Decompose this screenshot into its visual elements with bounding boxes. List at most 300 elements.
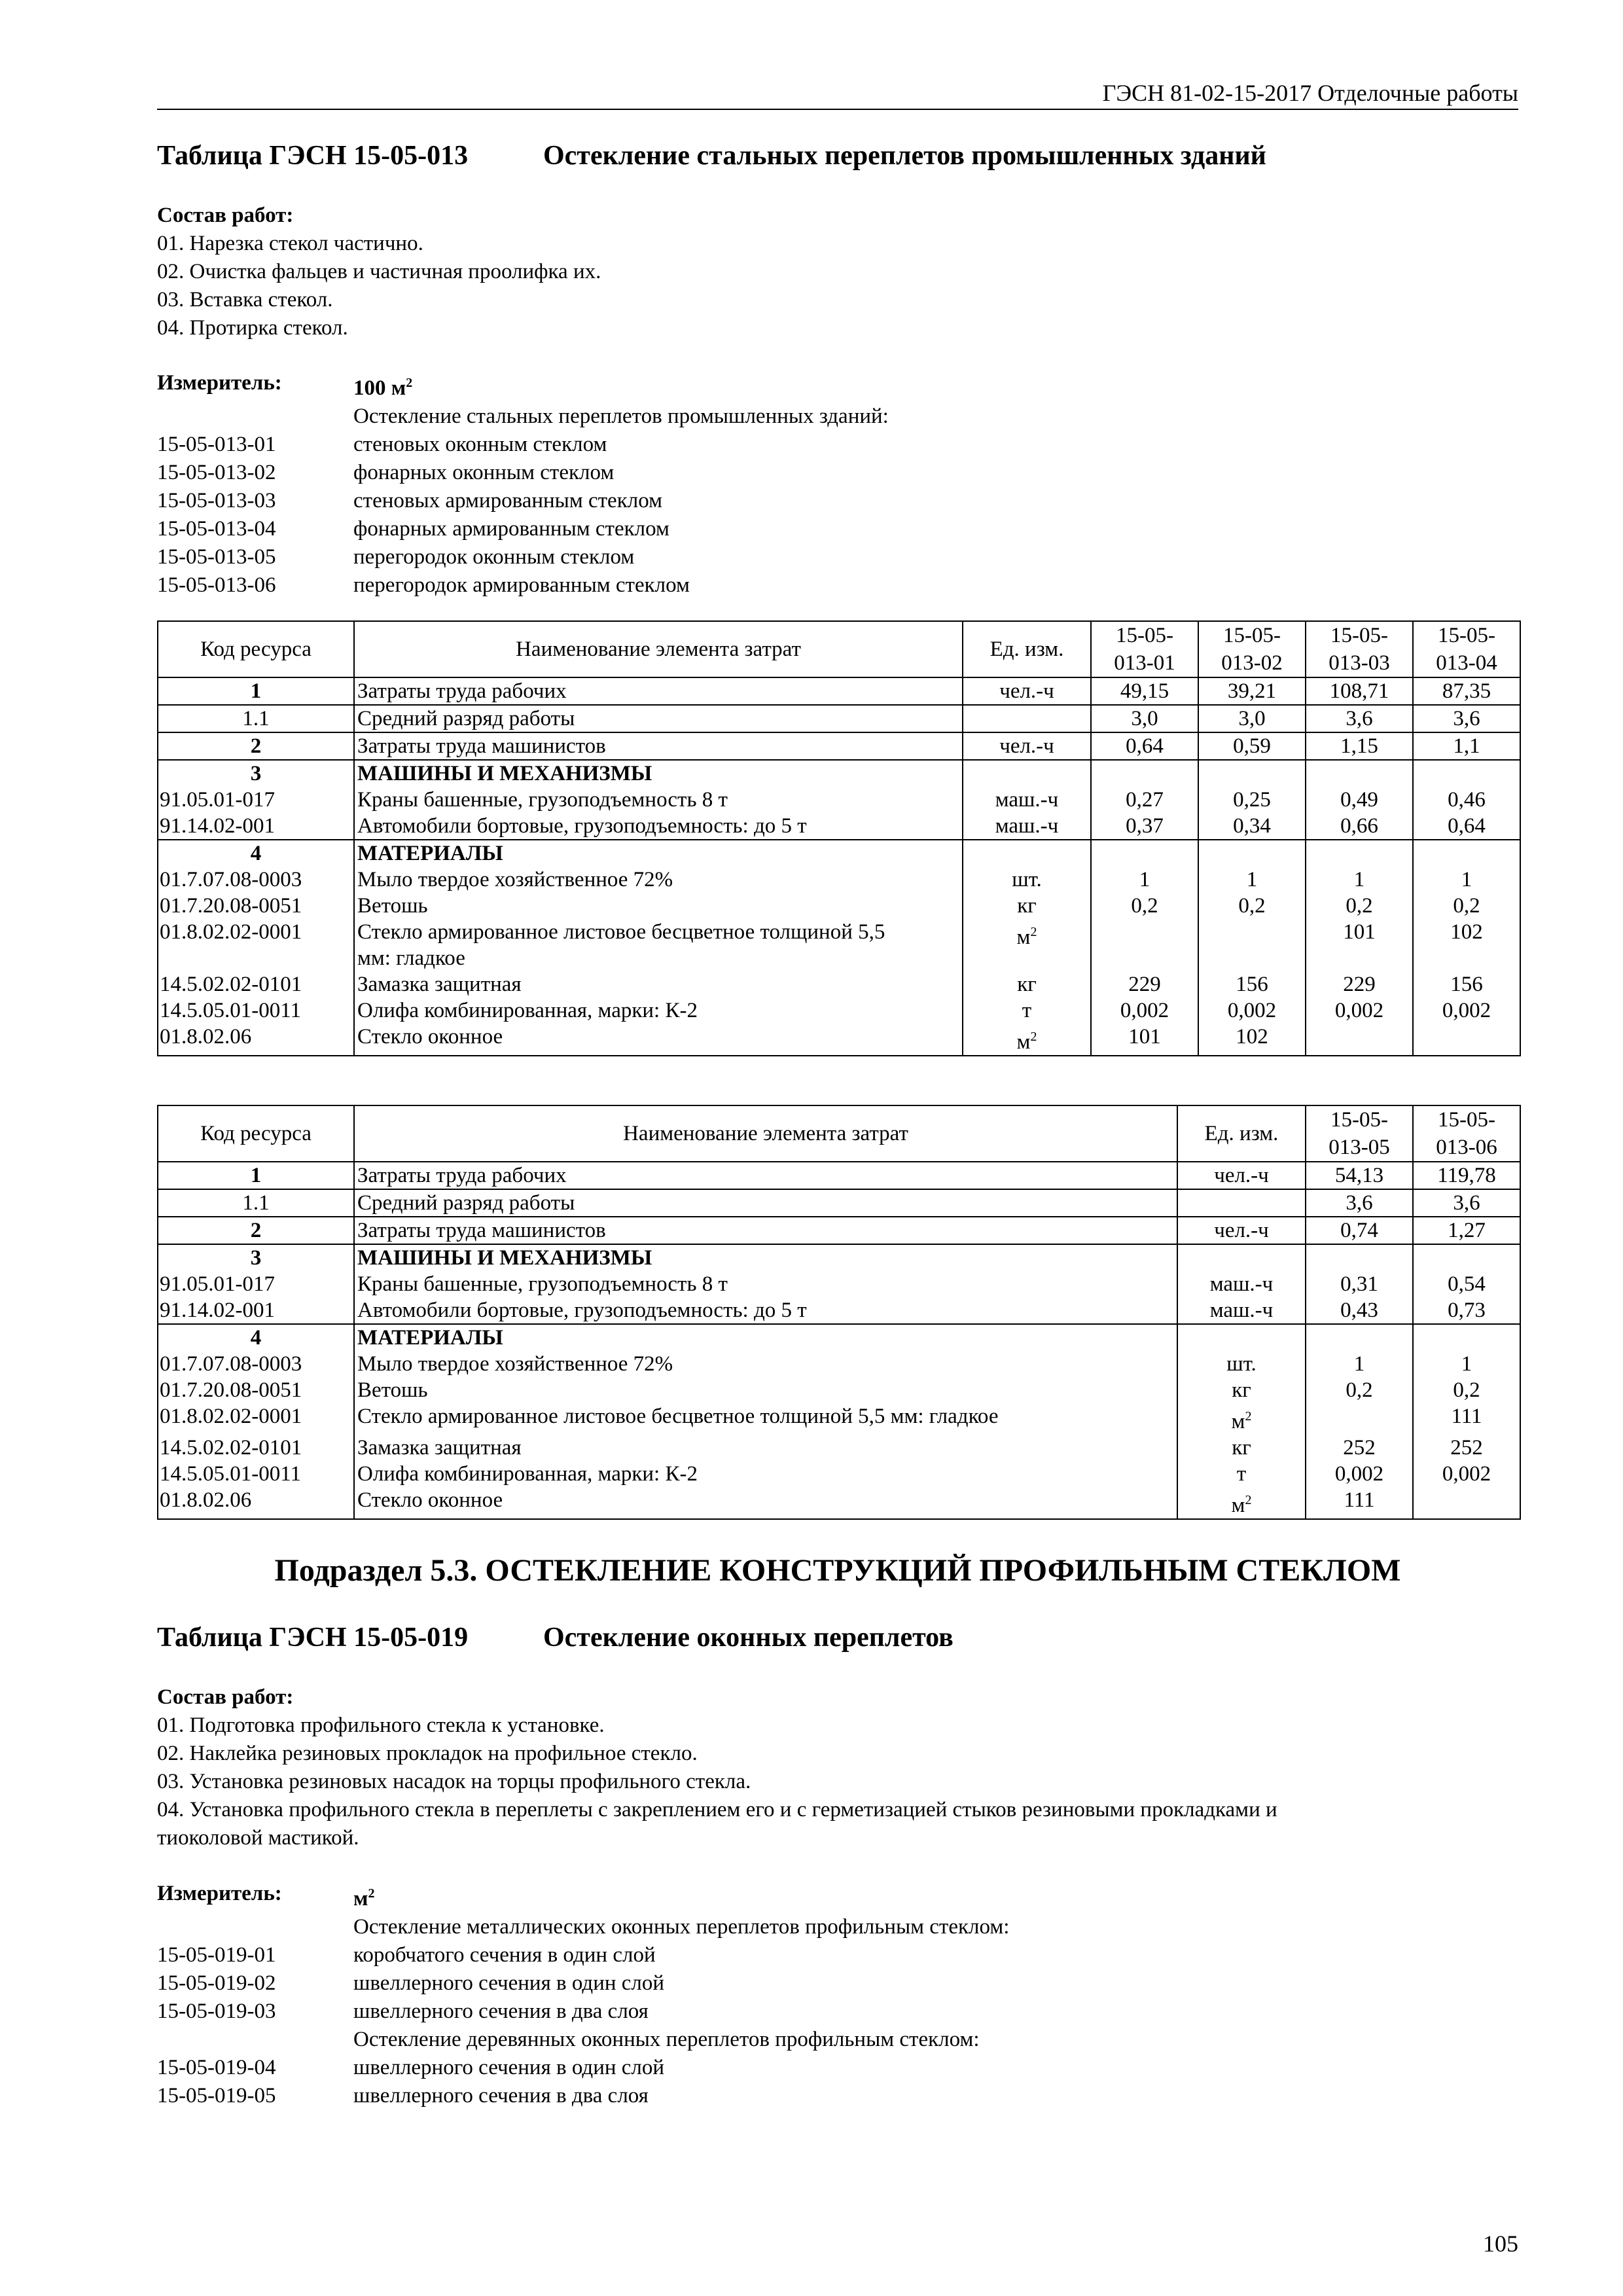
value-cell: 0,64: [1413, 813, 1520, 840]
resource-name: [354, 1297, 1177, 1324]
measure-item: [157, 459, 889, 487]
value-cell: [1198, 919, 1306, 971]
value-cell: 1: [1306, 867, 1413, 893]
unit-text: маш.-ч: [995, 788, 1059, 812]
table-row: [158, 1024, 1520, 1056]
resource-unit: [963, 971, 1091, 997]
header-col: 15-05- 013-03: [1306, 621, 1413, 677]
resource-code: 4: [158, 840, 354, 867]
unit-text: чел.-ч: [999, 734, 1054, 758]
resource-unit: [963, 997, 1091, 1024]
resource-code: 3: [158, 760, 354, 787]
table-section-row: [158, 760, 1520, 787]
resource-code: 91.05.01-017: [158, 787, 354, 813]
composition-item: 02. Очистка фальцев и частичная проолифка их.: [157, 260, 601, 283]
measure-label: Измеритель:: [157, 1882, 282, 1905]
item-code: 15-05-013-05: [157, 545, 276, 569]
resource-name: [354, 1189, 1177, 1217]
item-name: коробчатого сечения в один слой: [353, 1943, 656, 1967]
table-row: [158, 1351, 1520, 1377]
resource-name-text: мм: гладкое: [357, 946, 465, 970]
measure-item: [157, 1941, 1009, 1969]
value-cell: 49,15: [1091, 677, 1198, 705]
unit-text: кг: [1232, 1436, 1251, 1460]
measure-item: [157, 431, 889, 459]
value-cell: 0,2: [1413, 893, 1520, 919]
measure-item: [157, 515, 889, 543]
table-row: [158, 813, 1520, 840]
unit-text: т: [1022, 999, 1032, 1022]
resource-name: [354, 760, 963, 787]
resource-name: [354, 732, 963, 760]
resource-unit: [963, 705, 1091, 732]
table-row: [158, 1162, 1520, 1189]
resource-name-text: Затраты труда рабочих: [357, 679, 567, 703]
value-cell: 1: [1413, 1351, 1520, 1377]
resource-name: [354, 919, 963, 971]
resource-name: [354, 1351, 1177, 1377]
value-cell: 0,37: [1091, 813, 1198, 840]
value-cell: 0,43: [1306, 1297, 1413, 1324]
resource-name-text: МАШИНЫ И МЕХАНИЗМЫ: [357, 1246, 652, 1270]
resource-name-text: Замазка защитная: [357, 1436, 522, 1460]
resource-name-text: Средний разряд работы: [357, 707, 575, 730]
item-code: 15-05-013-01: [157, 433, 276, 456]
value-cell: [1413, 1324, 1520, 1351]
value-cell: 39,21: [1198, 677, 1306, 705]
value-cell: 108,71: [1306, 677, 1413, 705]
header-col: 15-05- 013-04: [1413, 621, 1520, 677]
item-code: 15-05-019-01: [157, 1943, 276, 1967]
resource-name-text: Олифа комбинированная, марки: К-2: [357, 999, 698, 1022]
header-col: 15-05- 013-06: [1413, 1105, 1520, 1162]
value-cell: 0,73: [1413, 1297, 1520, 1324]
measure-value: $м^2$: [353, 1886, 375, 1910]
resource-name-text: Стекло армированное листовое бесцветное толщиной 5,5 мм: гладкое: [357, 1405, 999, 1428]
table-row: [158, 919, 1520, 971]
resource-name-text: Краны башенные, грузоподъемность 8 т: [357, 1272, 728, 1296]
value-cell: 0,2: [1306, 1377, 1413, 1403]
resource-name-text: МАШИНЫ И МЕХАНИЗМЫ: [357, 762, 652, 785]
table-row: [158, 1297, 1520, 1324]
value-cell: 229: [1091, 971, 1198, 997]
resource-unit: [1177, 1217, 1306, 1244]
value-cell: 3,0: [1091, 705, 1198, 732]
table-header-row: [158, 621, 1520, 677]
value-cell: 0,46: [1413, 787, 1520, 813]
measure-label: Измеритель:: [157, 371, 282, 395]
unit-text: кг: [1017, 973, 1037, 996]
value-cell: 1: [1413, 867, 1520, 893]
measure-line: Остекление деревянных оконных переплетов профильным стеклом:: [353, 2028, 980, 2051]
item-code: 15-05-019-04: [157, 2056, 276, 2079]
measure-line: Остекление металлических оконных переплетов профильным стеклом:: [353, 1915, 1010, 1939]
resource-code: 2: [158, 732, 354, 760]
item-code: 15-05-013-04: [157, 517, 276, 541]
composition-item: 01. Подготовка профильного стекла к установке.: [157, 1713, 605, 1737]
table-row: [158, 1377, 1520, 1403]
resource-name: [354, 1377, 1177, 1403]
resource-name-text: Мыло твердое хозяйственное 72%: [357, 868, 673, 891]
item-name: швеллерного сечения в два слоя: [353, 2000, 649, 2023]
table-section-row: [158, 1244, 1520, 1271]
header-col: 15-05- 013-01: [1091, 621, 1198, 677]
resource-unit: [1177, 1435, 1306, 1461]
value-cell: 0,34: [1198, 813, 1306, 840]
value-cell: 0,002: [1198, 997, 1306, 1024]
unit-text: маш.-ч: [1209, 1272, 1274, 1296]
resource-name: [354, 1244, 1177, 1271]
item-code: 15-05-019-05: [157, 2084, 276, 2108]
composition-item: 03. Установка резиновых насадок на торцы профильного стекла.: [157, 1770, 751, 1793]
value-cell: 3,6: [1413, 1189, 1520, 1217]
value-cell: 252: [1413, 1435, 1520, 1461]
table-title-15-05-019: Остекление оконных переплетов: [543, 1623, 954, 1653]
unit-text: шт.: [1226, 1352, 1257, 1376]
unit-superscript: 2: [1245, 1493, 1252, 1507]
value-cell: [1091, 840, 1198, 867]
unit-text: кг: [1017, 894, 1037, 918]
table-section-row: [158, 1324, 1520, 1351]
composition-block-1: [157, 202, 601, 342]
unit-text: м: [1231, 1410, 1245, 1433]
item-name: швеллерного сечения в два слоя: [353, 2084, 649, 2108]
value-cell: 0,27: [1091, 787, 1198, 813]
page-number: 105: [1483, 2231, 1518, 2257]
resource-code: 2: [158, 1217, 354, 1244]
table-header-row: [158, 1105, 1520, 1162]
table-row: [158, 997, 1520, 1024]
composition-item: 04. Установка профильного стекла в переплеты с закреплением его и с герметизацией стыков резиновыми прокладками и: [157, 1798, 1277, 1821]
resource-name: [354, 867, 963, 893]
resource-unit: [963, 677, 1091, 705]
unit-text: м: [1016, 1030, 1031, 1054]
item-name: фонарных оконным стеклом: [353, 461, 615, 484]
value-cell: 0,25: [1198, 787, 1306, 813]
value-cell: 0,49: [1306, 787, 1413, 813]
resource-code: 01.8.02.02-0001: [158, 1403, 354, 1435]
item-name: швеллерного сечения в один слой: [353, 1971, 665, 1995]
header-col: 15-05- 013-05: [1306, 1105, 1413, 1162]
value-cell: 101: [1091, 1024, 1198, 1056]
resource-name-text: МАТЕРИАЛЫ: [357, 842, 503, 865]
subsection-title: Подраздел 5.3. ОСТЕКЛЕНИЕ КОНСТРУКЦИЙ ПРОФИЛЬНЫМ СТЕКЛОМ: [274, 1553, 1401, 1588]
table-section-row: [158, 840, 1520, 867]
resource-name-text: Затраты труда рабочих: [357, 1164, 567, 1187]
value-cell: 0,66: [1306, 813, 1413, 840]
resource-code: 01.8.02.06: [158, 1024, 354, 1056]
resource-code: 91.14.02-001: [158, 813, 354, 840]
unit-text: маш.-ч: [1209, 1299, 1274, 1322]
item-code: 15-05-013-02: [157, 461, 276, 484]
resource-table-013-05-06: [157, 1105, 1521, 1520]
header-unit: Ед. изм.: [963, 621, 1091, 677]
item-name: перегородок оконным стеклом: [353, 545, 635, 569]
resource-code: 1.1: [158, 705, 354, 732]
resource-name-text: Средний разряд работы: [357, 1191, 575, 1215]
unit-text: м: [1231, 1494, 1245, 1517]
resource-unit: [1177, 1461, 1306, 1487]
header-rule: [157, 109, 1518, 110]
header-col: 15-05- 013-02: [1198, 621, 1306, 677]
measure-intro: Остекление стальных переплетов промышленных зданий:: [353, 404, 889, 428]
table-title-15-05-013: Остекление стальных переплетов промышленных зданий: [543, 141, 1266, 171]
resource-name: [354, 1271, 1177, 1297]
value-cell: 1: [1198, 867, 1306, 893]
resource-unit: [963, 919, 1091, 971]
unit-text: шт.: [1012, 868, 1042, 891]
resource-name-text: Краны башенные, грузоподъемность 8 т: [357, 788, 728, 812]
measure-block-1: [157, 369, 889, 600]
resource-name-text: Стекло оконное: [357, 1488, 503, 1512]
resource-name: [354, 1461, 1177, 1487]
measure-item: [157, 1969, 1009, 1998]
value-cell: 0,2: [1198, 893, 1306, 919]
item-name: швеллерного сечения в один слой: [353, 2056, 665, 2079]
resource-name-text: Ветошь: [357, 894, 428, 918]
resource-unit: [963, 787, 1091, 813]
value-cell: 0,74: [1306, 1217, 1413, 1244]
resource-name: [354, 1324, 1177, 1351]
resource-code: 01.7.07.08-0003: [158, 1351, 354, 1377]
composition-item: 01. Нарезка стекол частично.: [157, 232, 423, 255]
value-cell: 119,78: [1413, 1162, 1520, 1189]
resource-unit: [1177, 1271, 1306, 1297]
resource-name-text: Затраты труда машинистов: [357, 734, 606, 758]
resource-name: [354, 893, 963, 919]
measure-item: [157, 487, 889, 515]
table-row: [158, 787, 1520, 813]
measure-value: 100 $м^2$: [353, 376, 413, 400]
unit-superscript: 2: [1030, 925, 1037, 939]
resource-code: 3: [158, 1244, 354, 1271]
item-name: перегородок армированным стеклом: [353, 573, 690, 597]
value-cell: [1091, 760, 1198, 787]
value-cell: 102: [1413, 919, 1520, 971]
unit-superscript: 2: [1245, 1409, 1252, 1424]
resource-name: [354, 1435, 1177, 1461]
value-cell: 3,6: [1306, 705, 1413, 732]
item-code: 15-05-013-06: [157, 573, 276, 597]
measure-block-2: [157, 1880, 1009, 2110]
resource-code: 14.5.05.01-0011: [158, 1461, 354, 1487]
value-cell: [1413, 1487, 1520, 1519]
resource-code: 1.1: [158, 1189, 354, 1217]
value-cell: 1: [1306, 1351, 1413, 1377]
value-cell: 87,35: [1413, 677, 1520, 705]
value-cell: 0,002: [1091, 997, 1198, 1024]
resource-name-text: Ветошь: [357, 1378, 428, 1402]
measure-item: [157, 571, 889, 600]
value-cell: 156: [1198, 971, 1306, 997]
value-cell: 54,13: [1306, 1162, 1413, 1189]
resource-name: [354, 1024, 963, 1056]
value-cell: [1091, 919, 1198, 971]
value-cell: [1306, 1403, 1413, 1435]
resource-code: 01.7.07.08-0003: [158, 867, 354, 893]
resource-name: [354, 971, 963, 997]
resource-name-text: Олифа комбинированная, марки: К-2: [357, 1462, 698, 1486]
value-cell: 111: [1306, 1487, 1413, 1519]
resource-name-text: Замазка защитная: [357, 973, 522, 996]
unit-text: маш.-ч: [995, 814, 1059, 838]
resource-unit: [963, 1024, 1091, 1056]
value-cell: 0,002: [1306, 1461, 1413, 1487]
unit-text: чел.-ч: [1214, 1164, 1269, 1187]
resource-name-text: Автомобили бортовые, грузоподъемность: до 5 т: [357, 814, 807, 838]
resource-unit: [1177, 1487, 1306, 1519]
table-row: [158, 1189, 1520, 1217]
value-cell: 229: [1306, 971, 1413, 997]
value-cell: [1306, 760, 1413, 787]
running-header: ГЭСН 81-02-15-2017 Отделочные работы: [1102, 80, 1518, 106]
composition-item: тиоколовой мастикой.: [157, 1826, 359, 1850]
resource-name: [354, 813, 963, 840]
table-row: [158, 1461, 1520, 1487]
item-code: 15-05-013-03: [157, 489, 276, 512]
resource-code: 1: [158, 677, 354, 705]
resource-code: 01.7.20.08-0051: [158, 1377, 354, 1403]
value-cell: [1306, 1324, 1413, 1351]
resource-name: [354, 1217, 1177, 1244]
value-cell: [1198, 760, 1306, 787]
table-row: [158, 677, 1520, 705]
resource-table-013-01-04: [157, 620, 1521, 1056]
resource-code: 01.7.20.08-0051: [158, 893, 354, 919]
resource-unit: [1177, 1403, 1306, 1435]
value-cell: 0,002: [1306, 997, 1413, 1024]
value-cell: 0,2: [1413, 1377, 1520, 1403]
table-row: [158, 1435, 1520, 1461]
value-cell: 1: [1091, 867, 1198, 893]
table-row: [158, 1271, 1520, 1297]
item-name: стеновых оконным стеклом: [353, 433, 607, 456]
table-row: [158, 1217, 1520, 1244]
table-label-15-05-019: Таблица ГЭСН 15-05-019: [157, 1623, 469, 1653]
value-cell: 0,54: [1413, 1271, 1520, 1297]
resource-name-text: МАТЕРИАЛЫ: [357, 1326, 503, 1350]
value-cell: 1,27: [1413, 1217, 1520, 1244]
value-cell: 252: [1306, 1435, 1413, 1461]
resource-name-text: Стекло армированное листовое бесцветное толщиной 5,5: [357, 920, 885, 944]
resource-name-text: Мыло твердое хозяйственное 72%: [357, 1352, 673, 1376]
value-cell: 1,15: [1306, 732, 1413, 760]
composition-label: Состав работ:: [157, 1685, 294, 1709]
header-name: Наименование элемента затрат: [354, 1105, 1177, 1162]
item-name: стеновых армированным стеклом: [353, 489, 662, 512]
resource-name: [354, 1403, 1177, 1435]
value-cell: 156: [1413, 971, 1520, 997]
table-row: [158, 732, 1520, 760]
composition-item: 02. Наклейка резиновых прокладок на профильное стекло.: [157, 1742, 698, 1765]
resource-unit: [1177, 1244, 1306, 1271]
item-name: фонарных армированным стеклом: [353, 517, 669, 541]
header-code: Код ресурса: [158, 621, 354, 677]
resource-code: 14.5.02.02-0101: [158, 971, 354, 997]
value-cell: 0,2: [1306, 893, 1413, 919]
composition-label: Состав работ:: [157, 204, 294, 227]
measure-item: [157, 2082, 1009, 2110]
resource-name: [354, 1487, 1177, 1519]
resource-name-text: Затраты труда машинистов: [357, 1219, 606, 1242]
resource-code: 4: [158, 1324, 354, 1351]
composition-block-2: [157, 1683, 1277, 1852]
resource-code: 14.5.05.01-0011: [158, 997, 354, 1024]
resource-name: [354, 705, 963, 732]
resource-unit: [1177, 1351, 1306, 1377]
composition-item: 03. Вставка стекол.: [157, 288, 333, 312]
value-cell: [1413, 1024, 1520, 1056]
table-row: [158, 705, 1520, 732]
value-cell: [1306, 840, 1413, 867]
measure-item: [157, 543, 889, 571]
value-cell: 0,59: [1198, 732, 1306, 760]
value-cell: 0,64: [1091, 732, 1198, 760]
header-code: Код ресурса: [158, 1105, 354, 1162]
value-cell: 0,31: [1306, 1271, 1413, 1297]
item-code: 15-05-019-03: [157, 2000, 276, 2023]
value-cell: [1413, 840, 1520, 867]
unit-text: м: [1016, 925, 1031, 949]
resource-code: 91.05.01-017: [158, 1271, 354, 1297]
value-cell: 0,002: [1413, 997, 1520, 1024]
value-cell: 111: [1413, 1403, 1520, 1435]
resource-unit: [963, 893, 1091, 919]
resource-unit: [963, 813, 1091, 840]
table-row: [158, 1403, 1520, 1435]
resource-name: [354, 840, 963, 867]
resource-code: 91.14.02-001: [158, 1297, 354, 1324]
resource-unit: [963, 840, 1091, 867]
resource-name: [354, 997, 963, 1024]
resource-code: 01.8.02.02-0001: [158, 919, 354, 971]
value-cell: 3,6: [1306, 1189, 1413, 1217]
measure-item: [157, 1998, 1009, 2026]
resource-name: [354, 787, 963, 813]
resource-code: 01.8.02.06: [158, 1487, 354, 1519]
unit-text: кг: [1232, 1378, 1251, 1402]
unit-text: чел.-ч: [1214, 1219, 1269, 1242]
value-cell: 3,0: [1198, 705, 1306, 732]
resource-name: [354, 1162, 1177, 1189]
table-row: [158, 971, 1520, 997]
resource-unit: [1177, 1377, 1306, 1403]
value-cell: 102: [1198, 1024, 1306, 1056]
table-row: [158, 1487, 1520, 1519]
value-cell: 1,1: [1413, 732, 1520, 760]
item-code: 15-05-019-02: [157, 1971, 276, 1995]
resource-unit: [963, 760, 1091, 787]
value-cell: 101: [1306, 919, 1413, 971]
resource-name: [354, 677, 963, 705]
unit-text: чел.-ч: [999, 679, 1054, 703]
value-cell: [1306, 1244, 1413, 1271]
value-cell: 0,002: [1413, 1461, 1520, 1487]
table-label-15-05-013: Таблица ГЭСН 15-05-013: [157, 141, 469, 171]
unit-text: т: [1236, 1462, 1247, 1486]
resource-code: 14.5.02.02-0101: [158, 1435, 354, 1461]
measure-item: [157, 2054, 1009, 2082]
value-cell: [1198, 840, 1306, 867]
resource-unit: [1177, 1189, 1306, 1217]
resource-code: 1: [158, 1162, 354, 1189]
resource-name-text: Автомобили бортовые, грузоподъемность: до 5 т: [357, 1299, 807, 1322]
unit-superscript: 2: [1030, 1030, 1037, 1044]
resource-unit: [1177, 1162, 1306, 1189]
resource-name-text: Стекло оконное: [357, 1025, 503, 1049]
header-unit: Ед. изм.: [1177, 1105, 1306, 1162]
resource-unit: [963, 732, 1091, 760]
